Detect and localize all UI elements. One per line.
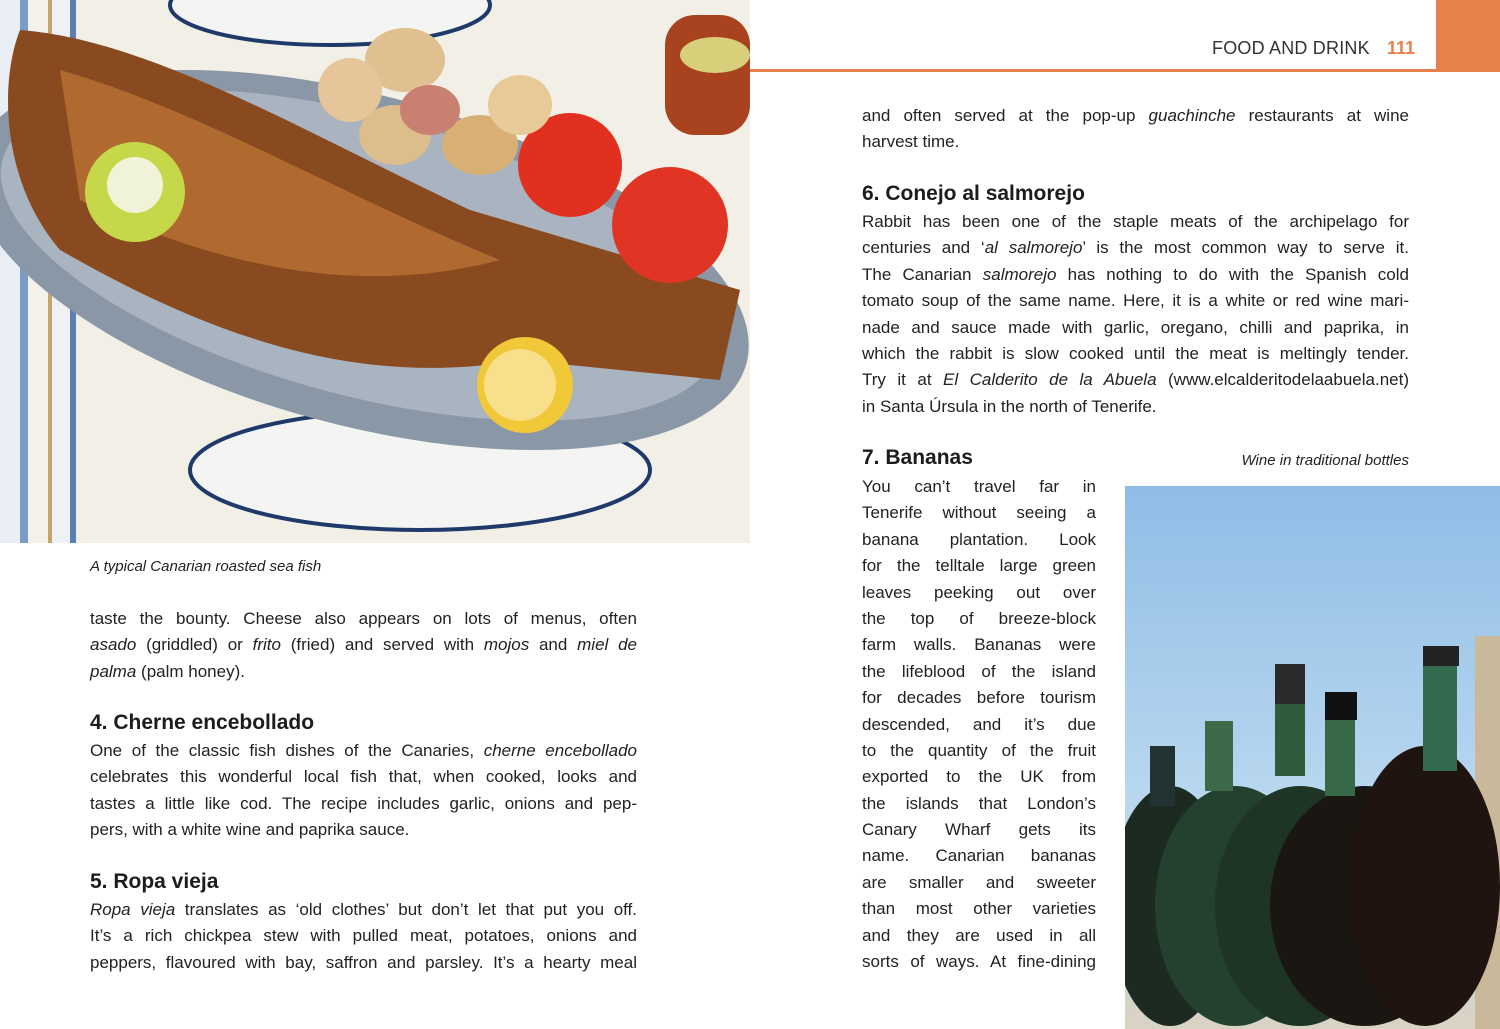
- intro-paragraph: [90, 606, 637, 685]
- text: harvest time.: [862, 132, 960, 152]
- text-line: [862, 527, 1096, 553]
- text-line: [862, 235, 1409, 261]
- text-line: [862, 209, 1409, 235]
- text: One of the classic fish dishes of the Canaries,: [90, 741, 484, 760]
- text: exported to the UK from: [862, 767, 1096, 787]
- text-line: [862, 738, 1096, 764]
- cherne-paragraph: [90, 738, 637, 844]
- text: are smaller and sweeter: [862, 872, 1096, 892]
- roasted-fish-photo: [0, 0, 750, 543]
- text-line: [862, 659, 1096, 685]
- continued-paragraph: [862, 103, 1409, 156]
- wine-photo-illustration: [1125, 486, 1500, 1029]
- italic-text: guachinche: [1148, 106, 1236, 125]
- text-line: [862, 500, 1096, 526]
- text-line: [90, 923, 637, 949]
- page-number: 111: [1387, 38, 1416, 58]
- text-line: [90, 738, 637, 764]
- text: the top of breeze-block: [862, 608, 1096, 628]
- text-line: [90, 764, 637, 790]
- text: (www.elcalderitodelaabuela.net): [1156, 370, 1409, 390]
- text: You can’t travel far in: [862, 477, 1096, 496]
- text: has nothing to do with the Spanish cold: [1056, 264, 1409, 284]
- text: than most other varieties: [862, 899, 1096, 919]
- fish-photo-caption: A typical Canarian roasted sea fish: [90, 558, 322, 575]
- text-line: [862, 632, 1096, 658]
- text: The Canarian: [862, 264, 983, 284]
- text: (griddled) or: [136, 635, 253, 655]
- wine-bottles-photo: [1125, 486, 1500, 1029]
- text: pers, with a white wine and paprika sauce.: [90, 820, 410, 840]
- text: sorts of ways. At fine-dining: [862, 952, 1096, 972]
- text: translates as ‘old clothes’ but don’t let that put you off.: [175, 900, 638, 919]
- text: leaves peeking out over: [862, 582, 1096, 602]
- text-line: [90, 817, 637, 843]
- running-header: FOOD AND DRINK: [1212, 38, 1370, 58]
- chapter-tab: [1436, 0, 1500, 72]
- text-line: [862, 288, 1409, 314]
- text: and: [529, 635, 578, 655]
- text-line: [862, 712, 1096, 738]
- text: in Santa Úrsula in the north of Tenerife.: [862, 396, 1157, 416]
- fish-photo-illustration: [0, 0, 750, 543]
- text-line: [862, 315, 1409, 341]
- italic-text: mojos: [483, 635, 530, 655]
- text-line: [862, 580, 1096, 606]
- text: descended, and it’s due: [862, 714, 1096, 734]
- italic-text: El Calderito de la Abuela: [943, 370, 1157, 390]
- heading-cherne-encebollado: 4. Cherne encebollado: [90, 711, 315, 734]
- text-line: [862, 103, 1409, 129]
- text: Rabbit has been one of the staple meats of the archipelago for: [862, 212, 1409, 231]
- text: nade and sauce made with garlic, oregano, chilli and paprika, in: [862, 317, 1409, 337]
- text: the lifeblood of the island: [862, 661, 1096, 681]
- text: It’s a rich chickpea stew with pulled meat, potatoes, onions and: [90, 926, 637, 946]
- header-rule: [750, 69, 1436, 72]
- text-line: [862, 870, 1096, 896]
- text-line: [862, 606, 1096, 632]
- italic-text: miel de: [577, 635, 637, 655]
- heading-conejo-al-salmorejo: 6. Conejo al salmorejo: [862, 182, 1085, 205]
- text: tastes a little like cod. The recipe includes garlic, onions and pep-: [90, 793, 637, 813]
- text: the islands that London’s: [862, 793, 1096, 813]
- text: ’ is the most common way to serve it.: [1082, 238, 1409, 258]
- text: taste the bounty. Cheese also appears on lots of menus, often: [90, 609, 637, 628]
- text: Tenerife without seeing a: [862, 503, 1096, 523]
- wine-photo-caption: Wine in traditional bottles: [1241, 452, 1409, 469]
- text: centuries and ‘: [862, 238, 985, 258]
- text-line: [90, 897, 637, 923]
- text: celebrates this wonderful local fish that, when cooked, looks and: [90, 767, 637, 787]
- text: peppers, flavoured with bay, saffron and parsley. It’s a hearty meal: [90, 952, 637, 972]
- ropa-vieja-paragraph: [90, 897, 637, 976]
- italic-text: asado: [90, 635, 137, 655]
- text: for decades before tourism: [862, 688, 1096, 708]
- text: which the rabbit is slow cooked until the meat is meltingly tender.: [862, 343, 1409, 363]
- italic-text: frito: [252, 635, 281, 655]
- text-line: [862, 764, 1096, 790]
- text-line: [862, 129, 1409, 155]
- text: for the telltale large green: [862, 556, 1096, 576]
- text-line: [862, 949, 1096, 975]
- text-line: [90, 632, 637, 658]
- text: (fried) and served with: [280, 635, 484, 655]
- italic-text: salmorejo: [982, 264, 1057, 284]
- text-line: [862, 394, 1409, 420]
- text: tomato soup of the same name. Here, it is a white or red wine mari-: [862, 291, 1409, 311]
- text: to the quantity of the fruit: [862, 740, 1096, 760]
- text: Try it at: [862, 370, 944, 390]
- text-line: [862, 923, 1096, 949]
- text-line: [862, 262, 1409, 288]
- text: and often served at the pop-up: [862, 106, 1149, 125]
- heading-bananas: 7. Bananas: [862, 446, 973, 469]
- italic-text: palma: [90, 661, 137, 681]
- text-line: [862, 791, 1096, 817]
- text: Canary Wharf gets its: [862, 820, 1096, 840]
- text: farm walls. Bananas were: [862, 635, 1096, 655]
- text-line: [862, 843, 1096, 869]
- text-line: [862, 367, 1409, 393]
- italic-text: cherne encebollado: [483, 741, 637, 760]
- text: banana plantation. Look: [862, 529, 1096, 549]
- text-line: [90, 791, 637, 817]
- text-line: [90, 606, 637, 632]
- text: name. Canarian bananas: [862, 846, 1096, 866]
- text: restaurants at wine: [1235, 106, 1409, 125]
- conejo-paragraph: [862, 209, 1409, 420]
- text-line: [90, 659, 637, 685]
- text-line: [90, 950, 637, 976]
- text: and they are used in all: [862, 925, 1096, 945]
- text-line: [862, 685, 1096, 711]
- text: (palm honey).: [136, 661, 245, 681]
- text-line: [862, 474, 1096, 500]
- text-line: [862, 341, 1409, 367]
- text-line: [862, 896, 1096, 922]
- text-line: [862, 553, 1096, 579]
- bananas-paragraph: [862, 474, 1096, 975]
- text-line: [862, 817, 1096, 843]
- italic-text: al salmorejo: [984, 238, 1083, 258]
- heading-ropa-vieja: 5. Ropa vieja: [90, 870, 219, 893]
- italic-text: Ropa vieja: [90, 900, 176, 919]
